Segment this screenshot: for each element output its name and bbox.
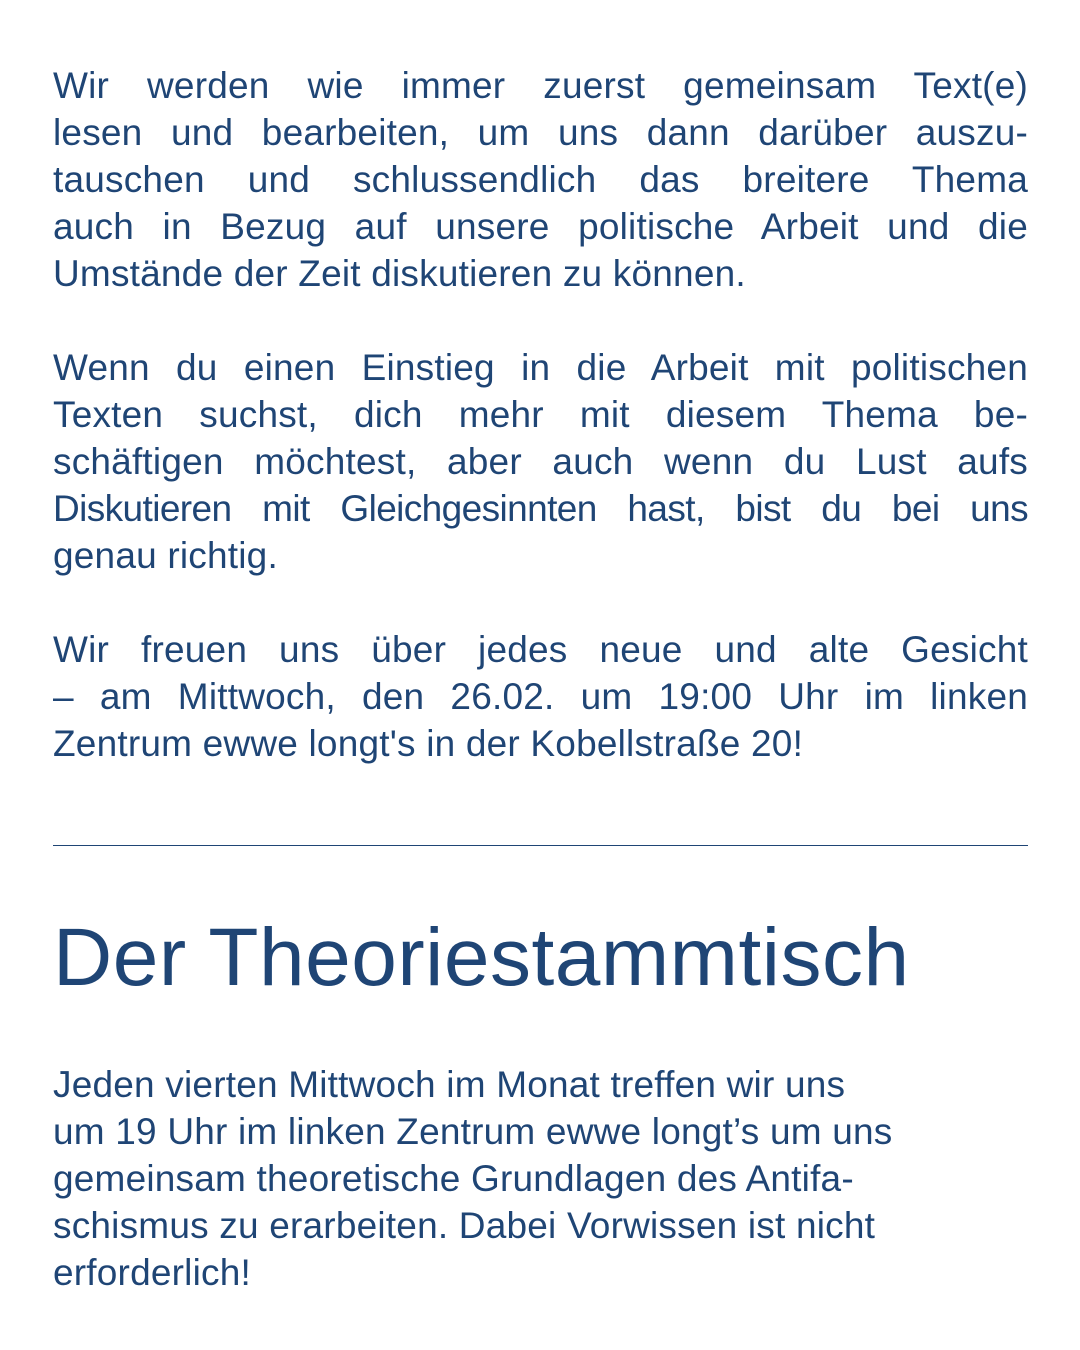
description-line-1: Jeden vierten Mittwoch im Monat treffen wir uns xyxy=(53,1064,846,1105)
section-divider xyxy=(53,845,1028,846)
invite-line-3: schäftigen möchtest, aber auch wenn du Lust aufs xyxy=(53,441,1028,482)
intro-line-2: lesen und bearbeiten, um uns dann darüber auszu- xyxy=(53,112,1028,153)
invite-line-4: Diskutieren mit Gleichgesinnten hast, bist du bei uns xyxy=(53,488,1028,529)
description-line-3: gemeinsam theoretische Grundlagen des Antifa- xyxy=(53,1158,854,1199)
intro-line-5: Umstände der Zeit diskutieren zu können. xyxy=(53,253,746,294)
invite-line-1: Wenn du einen Einstieg in die Arbeit mit politischen xyxy=(53,347,1028,388)
event-line-2: – am Mittwoch, den 26.02. um 19:00 Uhr im linken xyxy=(53,676,1028,717)
intro-line-3: tauschen und schlussendlich das breitere Thema xyxy=(53,159,1028,200)
description-line-5: erforderlich! xyxy=(53,1252,251,1293)
invite-line-5: genau richtig. xyxy=(53,535,278,576)
section-title: Der Theoriestammtisch xyxy=(53,912,910,1003)
intro-line-1: Wir werden wie immer zuerst gemeinsam Text(e) xyxy=(53,65,1028,106)
event-line-1: Wir freuen uns über jedes neue und alte Gesicht xyxy=(53,629,1028,670)
description-line-4: schismus zu erarbeiten. Dabei Vorwissen ist nicht xyxy=(53,1205,876,1246)
document-page xyxy=(53,0,1028,1350)
description-line-2: um 19 Uhr im linken Zentrum ewwe longt’s um uns xyxy=(53,1111,893,1152)
intro-line-4: auch in Bezug auf unsere politische Arbeit und die xyxy=(53,206,1028,247)
event-line-3: Zentrum ewwe longt's in der Kobellstraße 20! xyxy=(53,723,804,764)
invite-line-2: Texten suchst, dich mehr mit diesem Thema be- xyxy=(53,394,1028,435)
